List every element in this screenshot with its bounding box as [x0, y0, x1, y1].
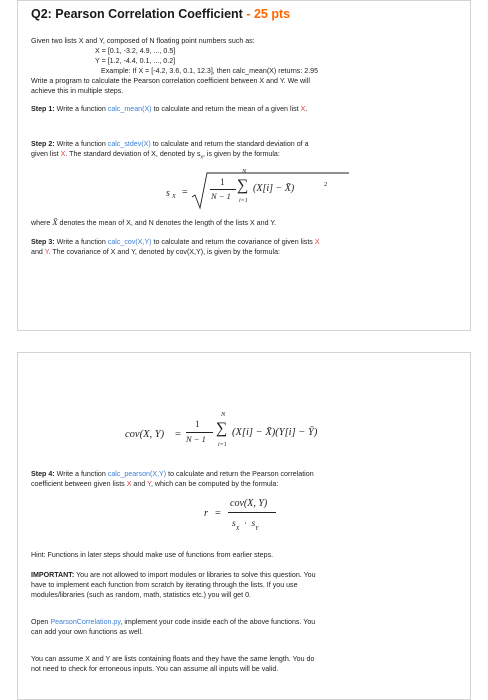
step2-post: to calculate and return the standard deviation of a: [152, 140, 309, 148]
cov-sum-bot: i=1: [218, 442, 227, 448]
step3-line2: . The covariance of X and Y, denoted by cov(X,Y), is given by the formula:: [48, 248, 280, 256]
step3-post: to calculate and return the covariance of given lists: [153, 238, 313, 246]
where-post: denotes the mean of X, and N denotes the length of the lists X and Y.: [59, 219, 277, 227]
step1-label: Step 1:: [31, 105, 55, 113]
question-panel-bottom: [17, 352, 471, 700]
stdev-sq: 2: [324, 181, 328, 188]
r-eq: =: [215, 508, 221, 519]
step3-text: [31, 237, 320, 247]
stdev-sigma: ∑: [237, 177, 249, 194]
important-label: IMPORTANT:: [31, 571, 75, 579]
r-den-sub2: Y: [255, 526, 259, 533]
stdev-sum-top: N: [242, 168, 247, 175]
step4-line2a: coefficient between given lists: [31, 480, 125, 488]
step2-text-line2: [31, 149, 280, 162]
step4-var1: X: [126, 480, 132, 488]
step2-var: X: [60, 150, 66, 158]
step2-label: Step 2:: [31, 140, 55, 148]
step1-pre: Write a function: [56, 105, 106, 113]
step4-line2b: , which can be computed by the formula:: [150, 480, 279, 488]
step4-text-line2: [31, 479, 278, 489]
file-link[interactable]: PearsonCorrelation.py: [50, 618, 121, 626]
stdev-lhs: s: [166, 188, 170, 199]
where-xbar: X̄: [52, 217, 58, 227]
important-line1: [31, 570, 316, 580]
step3-text-line2: [31, 247, 280, 257]
step2-pre: Write a function: [56, 140, 106, 148]
cov-lhs: cov(X, Y): [125, 429, 165, 440]
important-line3: modules/libraries (such as random, math, statistics etc.) you will get 0.: [31, 591, 251, 599]
cov-sigma: ∑: [216, 420, 228, 437]
cov-eq: =: [175, 429, 181, 440]
intro-line: Given two lists X and Y, composed of N floating point numbers such as:: [31, 37, 255, 45]
hint-text: Hint: Functions in later steps should make use of functions from earlier steps.: [31, 551, 274, 559]
r-den-sub1: X: [235, 526, 240, 533]
step4-pre: Write a function: [56, 470, 106, 478]
cov-body: (X[i] − X̄)(Y[i] − Ȳ): [232, 427, 318, 438]
step2-text: [31, 139, 309, 149]
x-list: X = [0.1, -3.2, 4.9, ..., 0.5]: [95, 47, 176, 55]
step1-text: [31, 104, 307, 114]
stdev-sum-bot: i=1: [239, 198, 248, 204]
r-den-s2: s: [251, 519, 256, 529]
step4-label: Step 4:: [31, 470, 55, 478]
where-pre: where: [31, 219, 51, 227]
assume-line1: You can assume X and Y are lists containing floats and they have the same length. You do: [31, 655, 315, 663]
open-post: , implement your code inside each of the above functions. You: [120, 618, 316, 626]
stdev-body: (X[i] − X̄): [253, 183, 295, 194]
open-pre: Open: [31, 618, 49, 626]
step3-func: calc_cov(X,Y): [107, 238, 152, 246]
step4-post: to calculate and return the Pearson correlation: [168, 470, 314, 478]
step2-line2a: given list: [31, 150, 59, 158]
step3-and: and: [31, 248, 43, 256]
step2-func: calc_stdev(X): [107, 140, 151, 148]
step2-line2c: , is given by the formula:: [202, 150, 280, 158]
stdev-lhs-sub: X: [172, 194, 176, 200]
step3-label: Step 3:: [31, 238, 55, 246]
cov-fraction-bar: [186, 432, 213, 433]
stdev-fraction-bar: [210, 189, 236, 190]
step4-var2: Y: [147, 480, 151, 488]
step3-var2: Y: [44, 248, 49, 256]
task-line-1: Write a program to calculate the Pearson correlation coefficient between X and Y. We will: [31, 77, 310, 85]
step4-and: and: [133, 480, 146, 488]
example-line: Example: If X = [-4.2, 3.6, 0.1, 12.3], then calc_mean(X) returns: 2.95: [101, 67, 319, 75]
step3-var1: X: [314, 238, 320, 246]
stdev-den: N − 1: [211, 191, 231, 201]
r-den-dot: ·: [243, 519, 247, 529]
points-badge: - 25 pts: [246, 7, 291, 21]
step1-var: X: [300, 105, 306, 113]
important-text1: You are not allowed to import modules or libraries to solve this question. You: [76, 571, 316, 579]
cov-num: 1: [195, 419, 200, 429]
r-den: [232, 513, 259, 532]
assume-line2: not need to check for erroneous inputs. You can assume all inputs will be valid.: [31, 665, 279, 673]
important-line2: have to implement each function from scratch by iterating through the lists. If you use: [31, 581, 298, 589]
step2-sub: x: [200, 154, 203, 161]
open-line1: [31, 617, 315, 627]
cov-sum-top: N: [221, 411, 226, 418]
step3-pre: Write a function: [56, 238, 106, 246]
step2-line2b: . The standard deviation of X, denoted by s: [65, 150, 201, 158]
y-list: Y = [1.2, -4.4, 0.1, ..., 0.2]: [95, 57, 176, 65]
open-line2: can add your own functions as well.: [31, 628, 143, 636]
r-num: cov(X, Y): [230, 498, 268, 509]
step4-func: calc_pearson(X,Y): [107, 470, 167, 478]
title-text: Q2: Pearson Correlation Coefficient: [31, 7, 243, 21]
where-line: [31, 217, 276, 228]
r-den-s1: s: [232, 519, 236, 529]
stdev-num: 1: [220, 177, 225, 187]
step1-func: calc_mean(X): [107, 105, 152, 113]
r-lhs: r: [204, 508, 209, 519]
step1-post: to calculate and return the mean of a given list: [153, 105, 299, 113]
stdev-eq: =: [182, 187, 188, 198]
question-panel-top: [17, 0, 471, 331]
step4-text: [31, 469, 314, 479]
cov-den: N − 1: [186, 434, 206, 444]
step1-end: .: [305, 105, 308, 113]
question-title: [31, 7, 290, 21]
task-line-2: achieve this in multiple steps.: [31, 87, 124, 95]
